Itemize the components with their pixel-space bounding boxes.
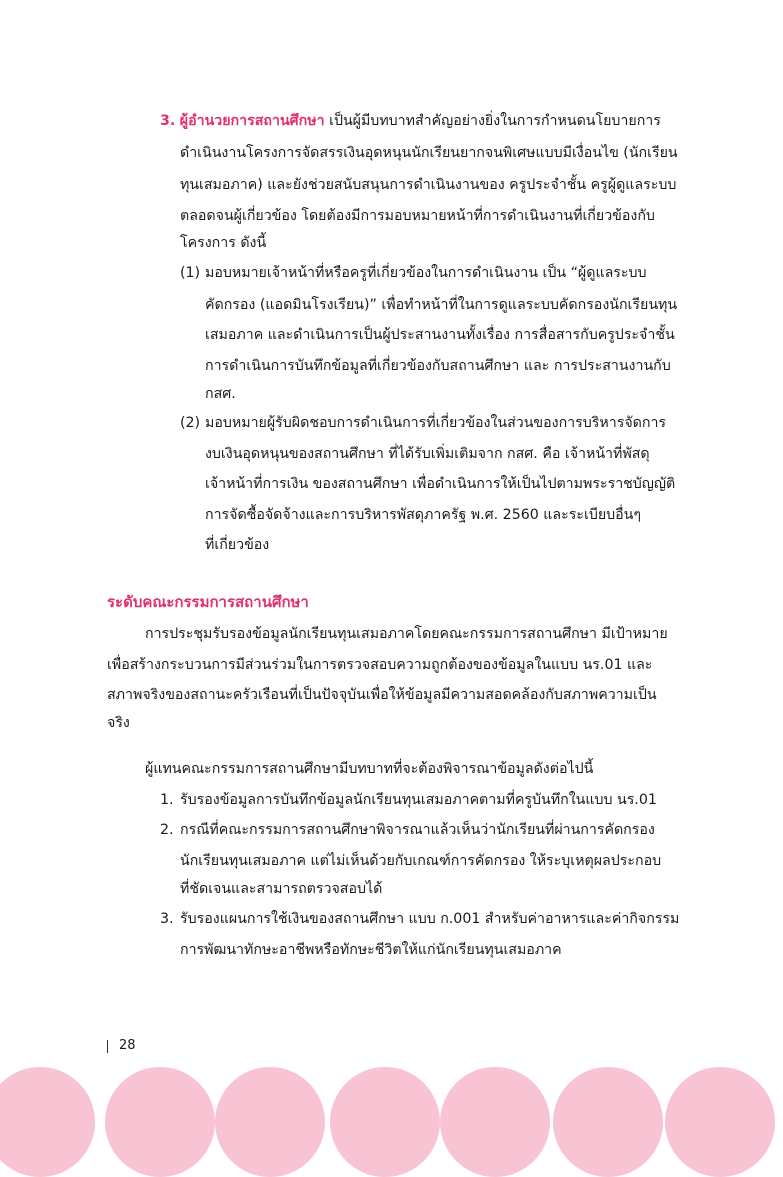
list-item-line: ที่เกี่ยวข้อง [205, 537, 270, 553]
list-item-line: กรณีที่คณะกรรมการสถานศึกษาพิจารณาแล้วเห็นว่านักเรียนที่ผ่านการคัดกรอง [180, 822, 655, 838]
paragraph-line: เพื่อสร้างกระบวนการมีส่วนร่วมในการตรวจสอบความถูกต้องของข้อมูลในแบบ นร.01 และ [107, 657, 653, 673]
list-item-line: งบเงินอุดหนุนของสถานศึกษา ที่ได้รับเพิ่มเติมจาก กสศ. คือ เจ้าหน้าที่พัสดุ [205, 446, 650, 462]
list-item-line: รับรองแผนการใช้เงินของสถานศึกษา แบบ ก.001 สำหรับค่าอาหารและค่ากิจกรรม [180, 911, 680, 927]
decorative-circle [665, 1067, 775, 1177]
list-item-number: (1) [180, 265, 201, 281]
list-item-line: การดำเนินการบันทึกข้อมูลที่เกี่ยวข้องกับสถานศึกษา และ การประสานงานกับ [205, 358, 671, 374]
list-item-number: 2. [160, 822, 174, 838]
decorative-circle [0, 1067, 95, 1177]
page-number: 28 [119, 1038, 136, 1053]
list-item-line: มอบหมายเจ้าหน้าที่หรือครูที่เกี่ยวข้องในการดำเนินงาน เป็น “ผู้ดูแลระบบ [205, 265, 647, 281]
list-item-line: เสมอภาค และดำเนินการเป็นผู้ประสานงานทั้งเรื่อง การสื่อสารกับครูประจำชั้น [205, 327, 675, 343]
section-3-title: ผู้อำนวยการสถานศึกษา [179, 113, 325, 129]
paragraph-line: สภาพจริงของสถานะครัวเรือนที่เป็นปัจจุบันเพื่อให้ข้อมูลมีความสอดคล้องกับสภาพความเป็น [107, 687, 657, 703]
list-item-line: การพัฒนาทักษะอาชีพหรือทักษะชีวิตให้แก่นักเรียนทุนเสมอภาค [180, 942, 562, 958]
list-item-line: รับรองข้อมูลการบันทึกข้อมูลนักเรียนทุนเสมอภาคตามที่ครูบันทึกในแบบ นร.01 [180, 792, 657, 808]
list-item-number: (2) [180, 415, 201, 431]
list-item-line: การจัดซื้อจัดจ้างและการบริหารพัสดุภาครัฐ พ.ศ. 2560 และระเบียบอื่นๆ [205, 507, 641, 523]
section-3-first-line [160, 111, 661, 131]
section-3-number: 3. [160, 113, 176, 129]
intro-line: ผู้แทนคณะกรรมการสถานศึกษามีบทบาทที่จะต้องพิจารณาข้อมูลดังต่อไปนี้ [145, 761, 594, 777]
list-item-line: ที่ชัดเจนและสามารถตรวจสอบได้ [180, 881, 383, 897]
section-heading: ระดับคณะกรรมการสถานศึกษา [107, 593, 309, 611]
list-item-line: เจ้าหน้าที่การเงิน ของสถานศึกษา เพื่อดำเนินการให้เป็นไปตามพระราชบัญญัติ [205, 476, 676, 492]
decorative-circle [215, 1067, 325, 1177]
decorative-circle [105, 1067, 215, 1177]
list-item-line: นักเรียนทุนเสมอภาค แต่ไม่เห็นด้วยกับเกณฑ์การคัดกรอง ให้ระบุเหตุผลประกอบ [180, 853, 662, 869]
section-3-line: เป็นผู้มีบทบาทสำคัญอย่างยิ่งในการกำหนดนโยบายการ [329, 113, 661, 129]
list-item-line: คัดกรอง (แอดมินโรงเรียน)” เพื่อทำหน้าที่ในการดูแลระบบคัดกรองนักเรียนทุน [205, 297, 678, 313]
list-item-number: 1. [160, 792, 174, 808]
list-item-line: กสศ. [205, 386, 236, 402]
decorative-circle [440, 1067, 550, 1177]
list-item-number: 3. [160, 911, 174, 927]
section-3-line: โครงการ ดังนี้ [180, 235, 267, 251]
section-3-line: ตลอดจนผู้เกี่ยวข้อง โดยต้องมีการมอบหมายหน้าที่การดำเนินงานที่เกี่ยวข้องกับ [180, 208, 655, 224]
decorative-circle [330, 1067, 440, 1177]
paragraph-line: จริง [107, 715, 130, 731]
paragraph-line: การประชุมรับรองข้อมูลนักเรียนทุนเสมอภาคโดยคณะกรรมการสถานศึกษา มีเป้าหมาย [145, 626, 668, 642]
section-3-line: ทุนเสมอภาค) และยังช่วยสนับสนุนการดำเนินงานของ ครูประจำชั้น ครูผู้ดูแลระบบ [180, 177, 677, 193]
section-3-line: ดำเนินงานโครงการจัดสรรเงินอุดหนุนนักเรียนยากจนพิเศษแบบมีเงื่อนไข (นักเรียน [180, 145, 678, 161]
footer-divider [107, 1040, 108, 1053]
decorative-circle [553, 1067, 663, 1177]
list-item-line: มอบหมายผู้รับผิดชอบการดำเนินการที่เกี่ยวข้องในส่วนของการบริหารจัดการ [205, 415, 667, 431]
